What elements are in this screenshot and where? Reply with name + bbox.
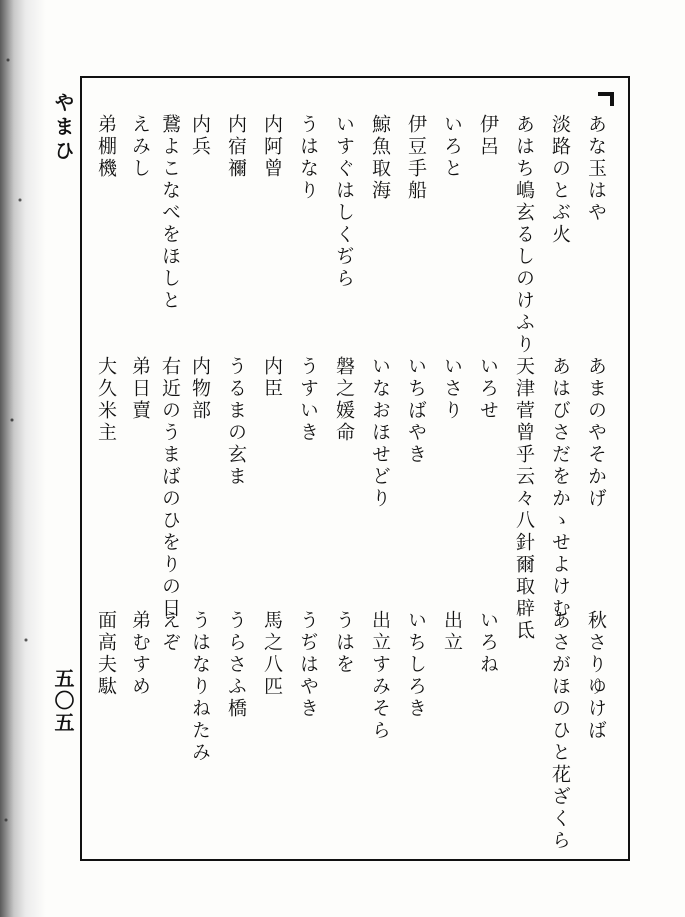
entry-r2-c1: あまのやそかげ [585,356,607,510]
entry-r1-c8: いすぐはしくぢら [333,114,355,290]
entry-r2-c12: 内物部 [189,356,211,422]
page-number: 五〇五 [51,668,75,734]
entry-r3-c6: 出立すみそら [369,610,391,742]
entry-r1-c4: 伊呂 [477,114,499,158]
running-header: やまひ [51,92,75,164]
entry-r3-c7: うはを [333,610,355,676]
entry-r3-c10: うらさふ橋 [225,610,247,720]
entry-r1-c11: 内宿禰 [225,114,247,180]
entry-r3-c9: 馬之八匹 [261,610,283,698]
entry-r2-c6: いちばやき [405,356,427,466]
entry-r3-c4: 出立 [441,610,463,654]
entry-r3-c2: あさがほのひと花ざくら [549,610,571,852]
entry-r2-c3: 天津菅曾乎云々八針爾取辟氐 [513,356,535,642]
entry-r3-c5: いちしろき [405,610,427,720]
entry-r2-c13: 右近のうまばのひをりの日 [159,356,181,620]
entry-r2-c11: うるまの玄ま [225,356,247,488]
entry-r1-c9: うはなり [297,114,319,202]
entry-r2-c9: うすいき [297,356,319,444]
entry-r1-c13: 鵞よこなべをほしと [159,114,181,312]
entry-r1-c10: 内阿曾 [261,114,283,180]
entry-r2-c15: 大久米主 [95,356,117,444]
entry-r2-c7: いなおほせどり [369,356,391,510]
entry-r3-c14: 面高夫駄 [95,610,117,698]
entry-r1-c1: あな玉はや [585,114,607,224]
entry-r2-c5: いさり [441,356,463,422]
entry-r3-c8: うぢはやき [297,610,319,720]
entry-r2-c14: 弟日賣 [129,356,151,422]
entry-r1-c6: 伊豆手船 [405,114,427,202]
entry-r3-c11: うはなりねたみ [189,610,211,764]
entry-r2-c8: 磐之媛命 [333,356,355,444]
entry-r1-c7: 鯨魚取海 [369,114,391,202]
entry-r1-c5: いろと [441,114,463,180]
entry-r3-c3: いろね [477,610,499,676]
page-binding-edge [0,0,46,917]
entry-r1-c3: あはち嶋玄るしのけふり [513,114,535,356]
entry-r3-c13: 弟むすめ [129,610,151,698]
entry-r2-c4: いろせ [477,356,499,422]
entry-r1-c12: 内兵 [189,114,211,158]
entry-r3-c1: 秋さりゆけば [585,610,607,742]
frame-corner-mark [598,92,614,106]
entry-r2-c2: あはびさだをかゝせよけむ [549,356,571,620]
entry-r1-c14: えみし [129,114,151,180]
entry-r2-c10: 内臣 [261,356,283,400]
entry-r3-c12: えぞ [159,610,181,654]
entry-r1-c15: 弟棚機 [95,114,117,180]
entry-r1-c2: 淡路のとぶ火 [549,114,571,246]
